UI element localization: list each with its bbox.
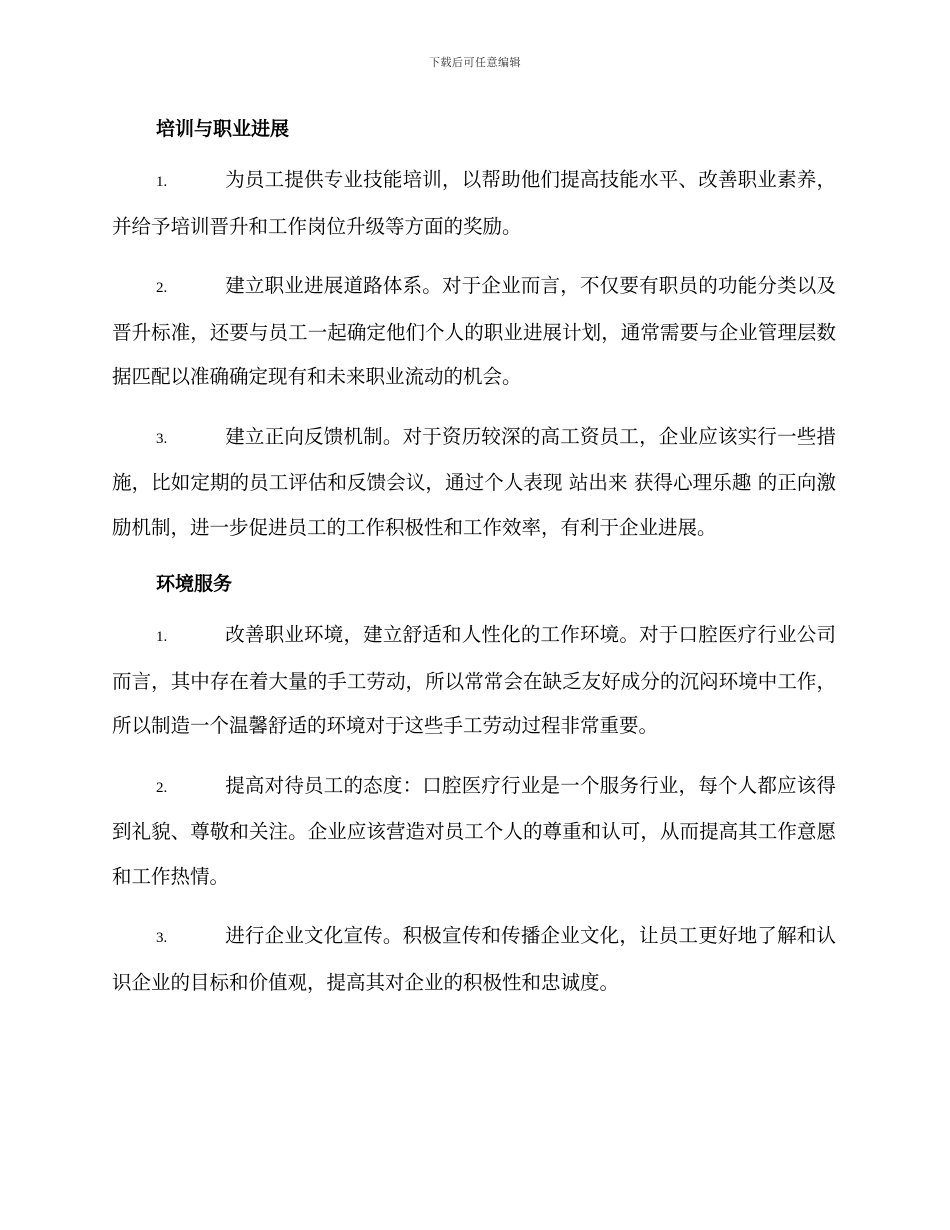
document-body	[112, 110, 836, 1020]
item-text: 提高对待员工的态度：口腔医疗行业是一个服务行业，每个人都应该得到礼貌、尊敬和关注。企业应该营造对员工个人的尊重和认可，从而提高其工作意愿和工作热情。	[112, 773, 836, 888]
section-training	[112, 110, 836, 550]
section-title: 培训与职业进展	[156, 118, 290, 140]
section-title: 环境服务	[156, 573, 233, 595]
item-number: 2.	[156, 280, 168, 296]
section-environment	[112, 565, 836, 1005]
item-text: 为员工提供专业技能培训，以帮助他们提高技能水平、改善职业素养，并给予培训晋升和工作岗位升级等方面的奖励。	[112, 168, 836, 238]
list-item	[112, 764, 836, 900]
list-item	[112, 264, 836, 400]
item-number: 3.	[156, 430, 168, 447]
item-text: 进行企业文化宣传。积极宣传和传播企业文化，让员工更好地了解和认识企业的目标和价值观，提高其对企业的积极性和忠诚度。	[112, 924, 836, 994]
item-number: 1.	[156, 629, 168, 645]
item-text: 改善职业环境，建立舒适和人性化的工作环境。对于口腔医疗行业公司而言，其中存在着大量的手工劳动，所以常常会在缺乏友好成分的沉闷环境中工作，所以制造一个温馨舒适的环境对于这些手工劳动过程非常重要。	[112, 623, 836, 737]
list-item	[112, 613, 836, 749]
item-text: 建立职业进展道路体系。对于企业而言，不仅要有职员的功能分类以及晋升标准，还要与员工一起确定他们个人的职业进展计划，通常需要与企业管理层数据匹配以准确确定现有和未来职业流动的机会。	[112, 274, 836, 388]
item-number: 1.	[156, 174, 168, 190]
list-item	[112, 415, 836, 551]
item-number: 2.	[156, 779, 168, 796]
item-number: 3.	[156, 930, 168, 946]
list-item	[112, 914, 836, 1005]
item-text: 建立正向反馈机制。对于资历较深的高工资员工，企业应该实行一些措施，比如定期的员工评估和反馈会议，通过个人表现 站出来 获得心理乐趣 的正向激励机制，进一步促进员工的工作积极性和工作效率，有利于企业进展。	[112, 424, 836, 539]
page-header: 下载后可任意编辑	[429, 56, 521, 69]
list-item	[112, 158, 836, 249]
